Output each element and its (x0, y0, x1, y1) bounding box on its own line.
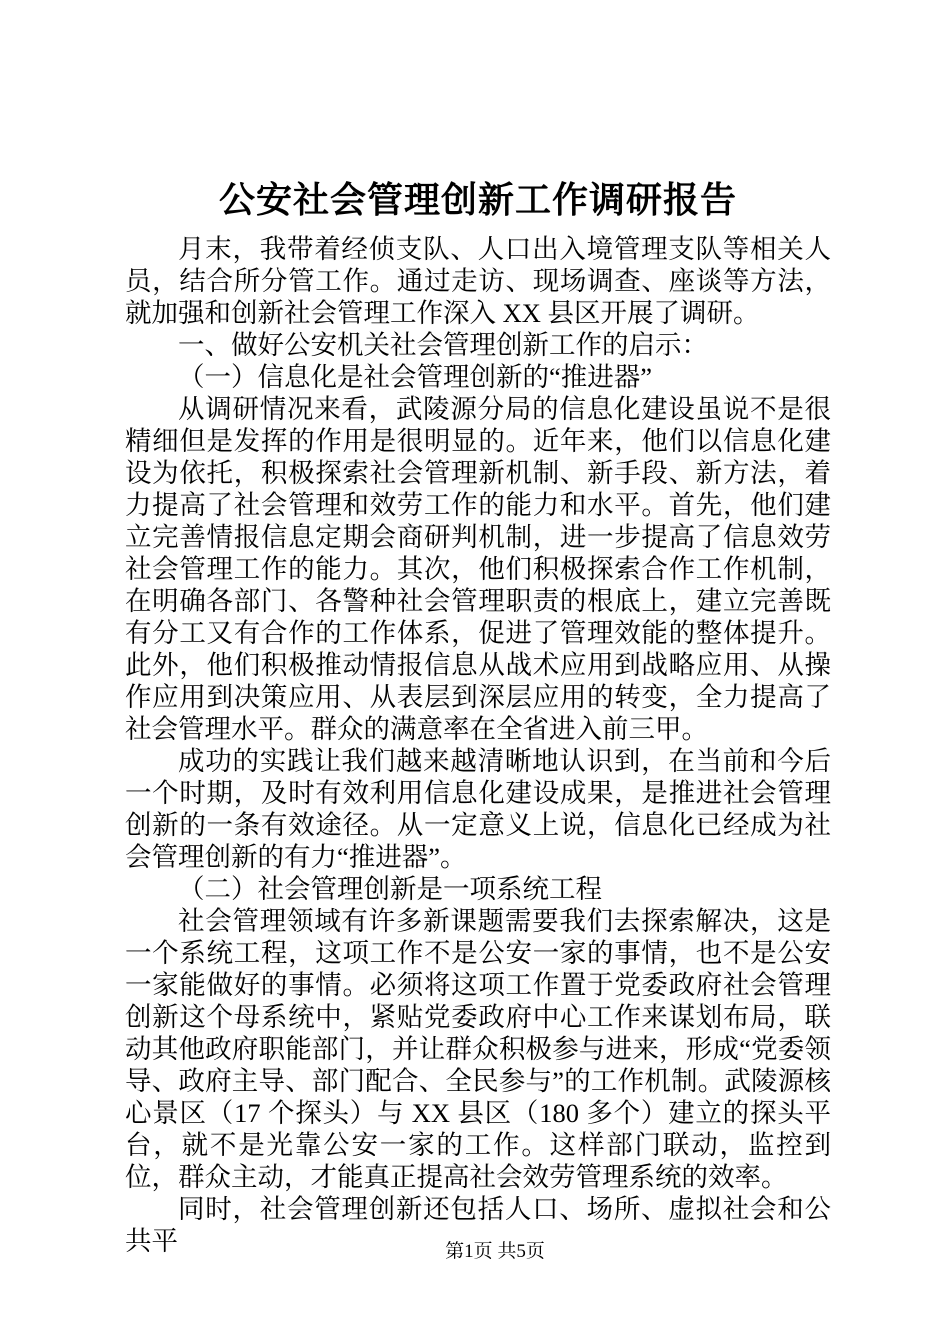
heading-section-1: 一、做好公安机关社会管理创新工作的启示： (178, 330, 708, 360)
document-body (125, 233, 831, 1257)
heading-subsection-1-2: （二）社会管理创新是一项系统工程 (178, 874, 602, 904)
page-number-label: 第1页 共5页 (445, 1241, 545, 1262)
heading-subsection-1-1: （一）信息化是社会管理创新的“推进器” (178, 362, 653, 392)
paragraph-system-engineering: 社会管理领域有许多新课题需要我们去探索解决，这是一个系统工程，这项工作不是公安一家的事情，也不是公安一家能做好的事情。必须将这项工作置于党委政府社会管理创新这个母系统中，紧贴党委政府中心工作来谋划布局，联动其他政府职能部门，并让群众积极参与进来，形成“党委领导、政府主导、部门配合、全民参与”的工作机制。武陵源核心景区（17 个探头）与 XX 县区（180 多个）建立的探头平台，就不是光靠公安一家的工作。这样部门联动，监控到位，群众主动，才能真正提高社会效劳管理系统的效率。 (125, 906, 831, 1192)
page-footer (40, 1240, 950, 1264)
paragraph-meanwhile-truncated: 同时，社会管理创新还包括人口、场所、虚拟社会和公共平 (125, 1194, 831, 1256)
document-title: 公安社会管理创新工作调研报告 (218, 180, 737, 220)
paragraph-research-findings: 从调研情况来看，武陵源分局的信息化建设虽说不是很精细但是发挥的作用是很明显的。近年来，他们以信息化建设为依托，积极探索社会管理新机制、新手段、新方法，着力提高了社会管理和效劳工作的能力和水平。首先，他们建立完善情报信息定期会商研判机制，进一步提高了信息效劳社会管理工作的能力。其次，他们积极探索合作工作机制，在明确各部门、各警种社会管理职责的根底上，建立完善既有分工又有合作的工作体系，促进了管理效能的整体提升。此外，他们积极推动情报信息从战术应用到战略应用、从操作应用到决策应用、从表层到深层应用的转变，全力提高了社会管理水平。群众的满意率在全省进入前三甲。 (125, 394, 831, 744)
paragraph-intro: 月末，我带着经侦支队、人口出入境管理支队等相关人员，结合所分管工作。通过走访、现场调查、座谈等方法，就加强和创新社会管理工作深入 XX 县区开展了调研。 (125, 234, 831, 328)
paragraph-successful-practice: 成功的实践让我们越来越清晰地认识到，在当前和今后一个时期，及时有效利用信息化建设成果，是推进社会管理创新的一条有效途径。从一定意义上说，信息化已经成为社会管理创新的有力“推进器”。 (125, 746, 831, 872)
